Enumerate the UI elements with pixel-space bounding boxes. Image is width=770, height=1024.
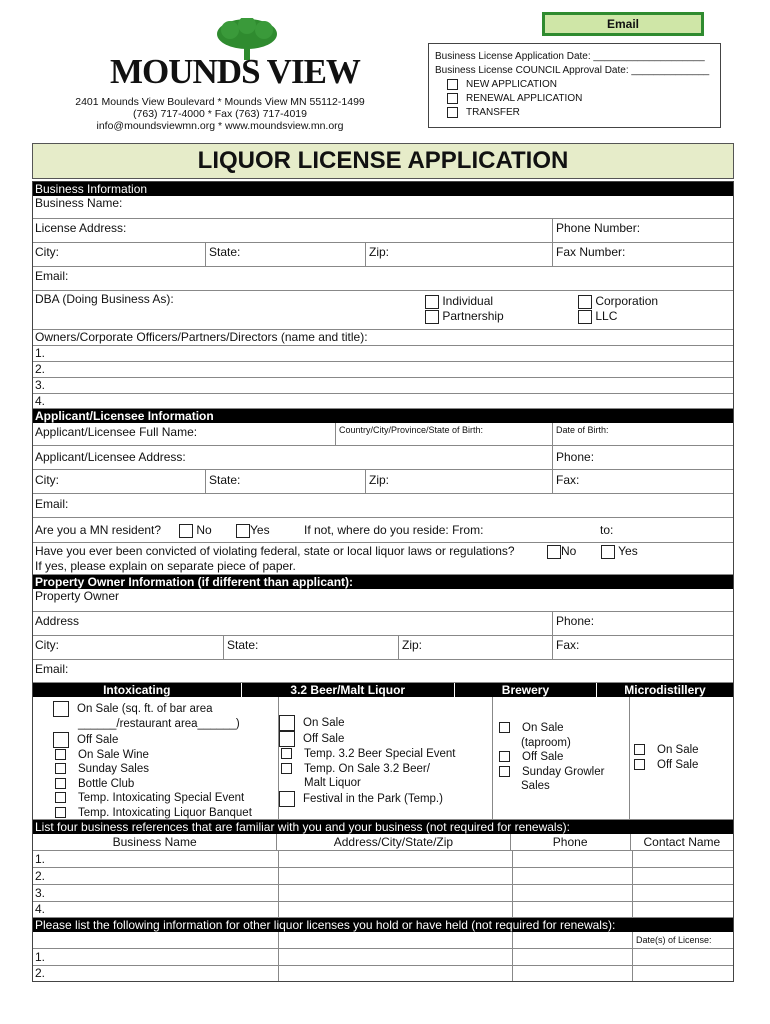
- owner-line-1[interactable]: 1.: [35, 346, 46, 360]
- intox-special-event-checkbox[interactable]: [55, 792, 66, 803]
- business-section-header: Business Information: [33, 182, 733, 196]
- resident-no-label: No: [196, 523, 212, 537]
- property-fax-field[interactable]: Fax:: [552, 636, 735, 659]
- business-fax-field[interactable]: Fax Number:: [552, 243, 735, 266]
- property-section-header: Property Owner Information (if different than applicant):: [33, 575, 733, 589]
- intox-area-field[interactable]: ______/restaurant area______): [78, 718, 240, 730]
- brewery-off-sale-checkbox[interactable]: [499, 751, 510, 762]
- property-phone-field[interactable]: Phone:: [552, 612, 735, 635]
- renewal-application-label: RENEWAL APPLICATION: [466, 93, 583, 104]
- intox-special-event-label: Temp. Intoxicating Special Event: [78, 792, 245, 804]
- llc-label: LLC: [595, 309, 618, 323]
- new-application-checkbox[interactable]: [447, 79, 458, 90]
- beer-off-sale-label: Off Sale: [303, 733, 345, 746]
- beer-on-sale-checkbox[interactable]: [279, 715, 295, 731]
- owner-line-2[interactable]: 2.: [35, 362, 46, 376]
- license-dates-label: Date(s) of License:: [632, 932, 712, 948]
- applicant-section-header: Applicant/Licensee Information: [33, 409, 733, 423]
- business-city-field[interactable]: City:: [35, 245, 59, 259]
- intox-banquet-label: Temp. Intoxicating Liquor Banquet: [78, 806, 252, 819]
- property-city-field[interactable]: City:: [35, 638, 59, 652]
- other-licenses-header: Please list the following information for other liquor licenses you hold or have held (not required for renewals):: [33, 918, 733, 932]
- applicant-city-field[interactable]: City:: [35, 473, 59, 487]
- reside-to-field[interactable]: to:: [600, 523, 614, 537]
- applicant-phone-field[interactable]: Phone:: [552, 446, 735, 469]
- intox-sunday-checkbox[interactable]: [55, 763, 66, 774]
- brewery-off-sale-label: Off Sale: [522, 751, 564, 763]
- micro-off-sale-checkbox[interactable]: [634, 759, 645, 770]
- other-license-row-2[interactable]: 2.: [33, 966, 733, 981]
- application-date: Business License Application Date: ____________________: [435, 51, 705, 62]
- reference-row-4[interactable]: 4.: [33, 902, 733, 918]
- mn-resident-question: Are you a MN resident?: [35, 523, 162, 537]
- micro-off-sale-label: Off Sale: [657, 758, 699, 771]
- reside-from-field[interactable]: If not, where do you reside: From:: [304, 523, 484, 537]
- brewery-header: Brewery: [454, 683, 596, 697]
- intox-banquet-checkbox[interactable]: [55, 807, 66, 818]
- intox-on-sale-label: On Sale (sq. ft. of bar area: [77, 703, 213, 716]
- microdistillery-header: Microdistillery: [596, 683, 733, 697]
- partnership-checkbox[interactable]: [425, 310, 439, 324]
- applicant-state-field[interactable]: State:: [205, 470, 365, 493]
- phone-line: (763) 717-4000 * Fax (763) 717-4019: [133, 108, 307, 120]
- business-zip-field[interactable]: Zip:: [365, 243, 552, 266]
- applicant-email-field[interactable]: Email:: [35, 497, 69, 511]
- intox-off-sale-label: Off Sale: [77, 733, 119, 746]
- form-title: LIQUOR LICENSE APPLICATION: [32, 143, 734, 179]
- conviction-no-checkbox[interactable]: [547, 545, 561, 559]
- renewal-application-checkbox[interactable]: [447, 93, 458, 104]
- other-license-row-1[interactable]: 1.: [33, 949, 733, 966]
- intox-bottle-club-checkbox[interactable]: [55, 778, 66, 789]
- conviction-yes-label: Yes: [618, 544, 638, 558]
- brewery-growler-checkbox[interactable]: [499, 766, 510, 777]
- new-application-label: NEW APPLICATION: [466, 79, 557, 90]
- property-address-field[interactable]: Address: [35, 614, 80, 628]
- conviction-yes-checkbox[interactable]: [601, 545, 615, 559]
- applicant-zip-field[interactable]: Zip:: [365, 470, 552, 493]
- transfer-checkbox[interactable]: [447, 107, 458, 118]
- logo-wordmark: MOUNDS VIEW: [110, 52, 360, 91]
- property-state-field[interactable]: State:: [223, 636, 398, 659]
- city-address: [60, 96, 380, 132]
- beer-special-event-checkbox[interactable]: [281, 748, 292, 759]
- brewery-on-sale-label: On Sale: [522, 722, 564, 734]
- ref-col-phone: Phone: [510, 834, 630, 850]
- references-section-header: List four business references that are familiar with you and your business (not required for renewals):: [33, 820, 733, 834]
- office-use-box: [428, 43, 721, 128]
- micro-on-sale-checkbox[interactable]: [634, 744, 645, 755]
- contact-line: info@moundsviewmn.org * www.moundsview.mn.org: [96, 120, 344, 132]
- individual-label: Individual: [442, 294, 494, 308]
- partnership-label: Partnership: [442, 309, 504, 323]
- business-email-field[interactable]: Email:: [35, 269, 69, 283]
- explain-note: If yes, please explain on separate piece of paper.: [35, 559, 296, 573]
- beer-on-sale-label: On Sale: [303, 717, 345, 730]
- intox-sunday-label: Sunday Sales: [78, 763, 149, 775]
- beer-temp-on-sale-label: Temp. On Sale 3.2 Beer/: [304, 762, 430, 775]
- owners-label: Owners/Corporate Officers/Partners/Directors (name and title):: [35, 330, 368, 344]
- llc-checkbox[interactable]: [578, 310, 592, 324]
- email-button[interactable]: Email: [542, 12, 704, 36]
- ref-col-address: Address/City/State/Zip: [276, 834, 509, 850]
- address-line: 2401 Mounds View Boulevard * Mounds View MN 55112-1499: [75, 96, 365, 108]
- corporation-label: Corporation: [595, 294, 659, 308]
- beer-malt-liquor-label: Malt Liquor: [304, 777, 361, 789]
- business-name-field[interactable]: Business Name:: [35, 196, 123, 210]
- reference-row-1[interactable]: 1.: [33, 851, 733, 868]
- beer-off-sale-checkbox[interactable]: [279, 731, 295, 747]
- intox-wine-label: On Sale Wine: [78, 748, 149, 761]
- beer-festival-checkbox[interactable]: [279, 791, 295, 807]
- corporation-checkbox[interactable]: [578, 295, 592, 309]
- application-form: [32, 181, 734, 982]
- property-owner-field[interactable]: Property Owner: [35, 589, 120, 603]
- brewery-sales-label: Sales: [521, 780, 550, 792]
- beer-header: 3.2 Beer/Malt Liquor: [241, 683, 454, 697]
- applicant-fax-field[interactable]: Fax:: [552, 470, 735, 493]
- dba-field[interactable]: DBA (Doing Business As):: [35, 292, 174, 306]
- owner-line-4[interactable]: 4.: [35, 394, 46, 408]
- intoxicating-header: Intoxicating: [103, 683, 171, 697]
- brewery-taproom-label: (taproom): [521, 736, 571, 749]
- beer-festival-label: Festival in the Park (Temp.): [303, 792, 443, 805]
- conviction-no-label: No: [561, 544, 577, 558]
- applicant-name-field[interactable]: Applicant/Licensee Full Name:: [35, 425, 198, 439]
- resident-no-checkbox[interactable]: [179, 524, 193, 538]
- council-approval-date: Business License COUNCIL Approval Date: ______________: [435, 65, 710, 76]
- intox-bottle-club-label: Bottle Club: [78, 777, 135, 790]
- license-type-options: [33, 697, 733, 820]
- date-of-birth-field[interactable]: Date of Birth:: [552, 423, 735, 445]
- ref-col-contact: Contact Name: [630, 834, 733, 850]
- references-table-header: [33, 834, 733, 851]
- reference-row-3[interactable]: 3.: [33, 885, 733, 902]
- birth-place-field[interactable]: Country/City/Province/State of Birth:: [335, 423, 552, 445]
- property-zip-field[interactable]: Zip:: [398, 636, 552, 659]
- business-state-field[interactable]: State:: [205, 243, 365, 266]
- reference-row-2[interactable]: 2.: [33, 868, 733, 885]
- beer-special-event-label: Temp. 3.2 Beer Special Event: [304, 748, 456, 760]
- intox-wine-checkbox[interactable]: [55, 749, 66, 760]
- conviction-question: Have you ever been convicted of violating federal, state or local liquor laws or regulations?: [35, 544, 515, 558]
- intox-off-sale-checkbox[interactable]: [53, 732, 69, 748]
- license-address-field[interactable]: License Address:: [35, 221, 127, 235]
- applicant-address-field[interactable]: Applicant/Licensee Address:: [35, 450, 186, 464]
- ref-col-business-name: Business Name: [112, 835, 197, 849]
- owner-line-3[interactable]: 3.: [35, 378, 46, 392]
- intox-on-sale-checkbox[interactable]: [53, 701, 69, 717]
- license-type-header: [33, 683, 733, 697]
- resident-yes-label: Yes: [250, 523, 270, 537]
- individual-checkbox[interactable]: [425, 295, 439, 309]
- property-email-field[interactable]: Email:: [35, 662, 69, 676]
- business-phone-field[interactable]: Phone Number:: [552, 219, 735, 242]
- micro-on-sale-label: On Sale: [657, 744, 699, 756]
- brewery-on-sale-checkbox[interactable]: [499, 722, 510, 733]
- transfer-label: TRANSFER: [466, 107, 520, 118]
- resident-yes-checkbox[interactable]: [236, 524, 250, 538]
- beer-temp-on-sale-checkbox[interactable]: [281, 763, 292, 774]
- brewery-growler-label: Sunday Growler: [522, 765, 605, 778]
